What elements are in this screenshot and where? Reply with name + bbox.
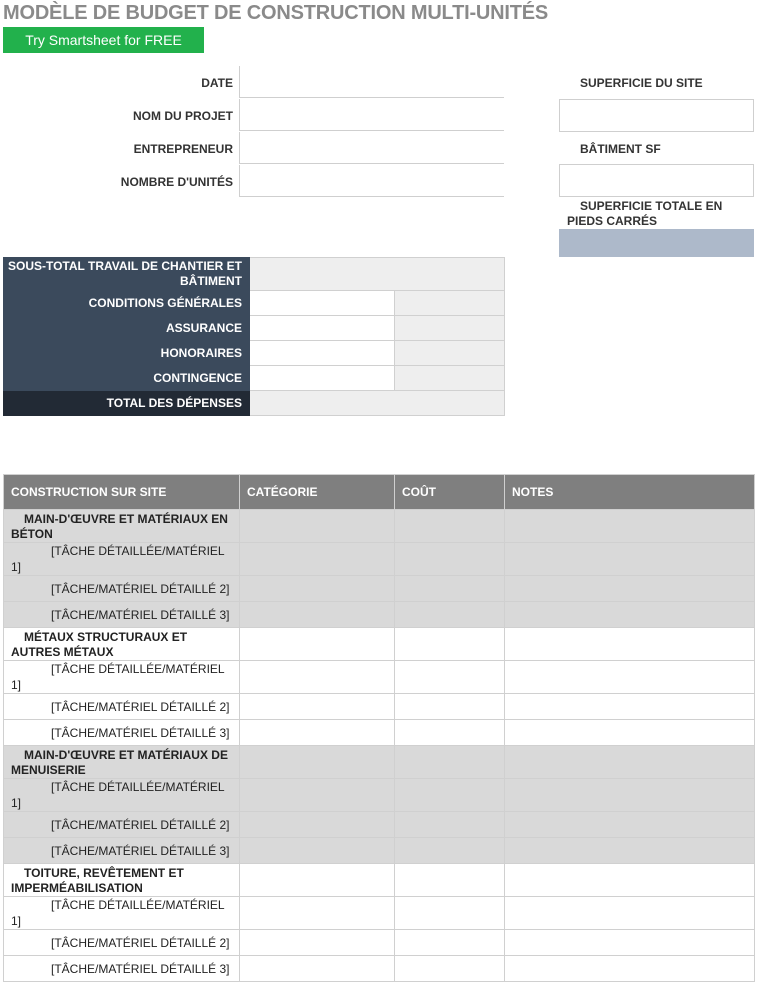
- table-row: [4, 956, 755, 982]
- category-cell[interactable]: [240, 510, 395, 543]
- cost-cell[interactable]: [395, 543, 505, 576]
- notes-cell[interactable]: [505, 930, 755, 956]
- total-expenses-value: [250, 391, 505, 416]
- cost-cell[interactable]: [395, 897, 505, 930]
- notes-cell[interactable]: [505, 720, 755, 746]
- insurance-label: ASSURANCE: [4, 316, 250, 341]
- table-row: [4, 510, 755, 543]
- cost-cell[interactable]: [395, 661, 505, 694]
- col-header-cost: COÛT: [395, 475, 505, 510]
- task-cell[interactable]: [TÂCHE/MATÉRIEL DÉTAILLÉ 3]: [4, 838, 240, 864]
- table-row: [4, 602, 755, 628]
- notes-cell[interactable]: [505, 897, 755, 930]
- cost-cell[interactable]: [395, 746, 505, 779]
- table-row: [4, 661, 755, 694]
- notes-cell[interactable]: [505, 838, 755, 864]
- category-cell[interactable]: [240, 694, 395, 720]
- table-row: [4, 897, 755, 930]
- table-row: [4, 864, 755, 897]
- notes-cell[interactable]: [505, 746, 755, 779]
- cost-cell[interactable]: [395, 720, 505, 746]
- contractor-field[interactable]: [239, 132, 504, 164]
- category-cell[interactable]: [240, 576, 395, 602]
- building-sf-label: BÂTIMENT SF: [580, 142, 661, 156]
- total-sqft-label: SUPERFICIE TOTALE EN PIEDS CARRÉS: [567, 199, 723, 228]
- contingency-amount: [395, 366, 505, 391]
- cost-cell[interactable]: [395, 838, 505, 864]
- project-name-label: NOM DU PROJET: [132, 109, 233, 123]
- category-cell[interactable]: [240, 543, 395, 576]
- budget-summary-table: [3, 257, 505, 416]
- cost-cell[interactable]: [395, 694, 505, 720]
- task-cell[interactable]: [TÂCHE/MATÉRIEL DÉTAILLÉ 2]: [4, 694, 240, 720]
- task-cell[interactable]: [TÂCHE/MATÉRIEL DÉTAILLÉ 2]: [4, 576, 240, 602]
- category-cell[interactable]: [240, 779, 395, 812]
- fees-input[interactable]: [250, 341, 395, 366]
- subtotal-label: SOUS-TOTAL TRAVAIL DE CHANTIER ET BÂTIMENT: [4, 258, 250, 291]
- notes-cell[interactable]: [505, 661, 755, 694]
- task-cell[interactable]: [TÂCHE/MATÉRIEL DÉTAILLÉ 3]: [4, 720, 240, 746]
- table-row: [4, 694, 755, 720]
- task-cell[interactable]: [TÂCHE/MATÉRIEL DÉTAILLÉ 3]: [4, 602, 240, 628]
- table-row: [4, 543, 755, 576]
- table-row: [4, 576, 755, 602]
- site-area-field[interactable]: [559, 99, 754, 132]
- total-expenses-label: TOTAL DES DÉPENSES: [4, 391, 250, 416]
- total-sqft-value: [559, 229, 754, 257]
- notes-cell[interactable]: [505, 864, 755, 897]
- summary-row-subtotal: [4, 258, 505, 291]
- fees-amount: [395, 341, 505, 366]
- insurance-amount: [395, 316, 505, 341]
- project-name-field[interactable]: [239, 99, 504, 131]
- table-row: [4, 812, 755, 838]
- section-title: TOITURE, REVÊTEMENT ET IMPERMÉABILISATION: [4, 864, 240, 897]
- category-cell[interactable]: [240, 956, 395, 982]
- date-field[interactable]: [239, 66, 504, 98]
- table-row: [4, 628, 755, 661]
- summary-row-contingency: [4, 366, 505, 391]
- category-cell[interactable]: [240, 746, 395, 779]
- notes-cell[interactable]: [505, 602, 755, 628]
- table-row: [4, 746, 755, 779]
- category-cell[interactable]: [240, 838, 395, 864]
- cost-cell[interactable]: [395, 930, 505, 956]
- task-cell[interactable]: [TÂCHE/MATÉRIEL DÉTAILLÉ 2]: [4, 812, 240, 838]
- task-cell[interactable]: [TÂCHE/MATÉRIEL DÉTAILLÉ 3]: [4, 956, 240, 982]
- notes-cell[interactable]: [505, 694, 755, 720]
- summary-row-fees: [4, 341, 505, 366]
- col-header-category: CATÉGORIE: [240, 475, 395, 510]
- notes-cell[interactable]: [505, 812, 755, 838]
- date-label: DATE: [201, 76, 233, 90]
- category-cell[interactable]: [240, 897, 395, 930]
- cost-cell[interactable]: [395, 812, 505, 838]
- category-cell[interactable]: [240, 602, 395, 628]
- category-cell[interactable]: [240, 720, 395, 746]
- task-cell[interactable]: [TÂCHE DÉTAILLÉE/MATÉRIEL 1]: [4, 897, 240, 930]
- general-conditions-amount: [395, 291, 505, 316]
- table-row: [4, 838, 755, 864]
- notes-cell[interactable]: [505, 628, 755, 661]
- col-header-construction: CONSTRUCTION SUR SITE: [4, 475, 240, 510]
- task-cell[interactable]: [TÂCHE/MATÉRIEL DÉTAILLÉ 2]: [4, 930, 240, 956]
- task-cell[interactable]: [TÂCHE DÉTAILLÉE/MATÉRIEL 1]: [4, 543, 240, 576]
- try-smartsheet-button[interactable]: Try Smartsheet for FREE: [3, 27, 204, 53]
- summary-row-insurance: [4, 316, 505, 341]
- section-title: MÉTAUX STRUCTURAUX ET AUTRES MÉTAUX: [4, 628, 240, 661]
- page-title: MODÈLE DE BUDGET DE CONSTRUCTION MULTI-UNITÉS: [3, 2, 549, 24]
- contractor-label: ENTREPRENEUR: [133, 142, 233, 156]
- notes-cell[interactable]: [505, 576, 755, 602]
- task-cell[interactable]: [TÂCHE DÉTAILLÉE/MATÉRIEL 1]: [4, 661, 240, 694]
- units-field[interactable]: [239, 165, 504, 197]
- construction-budget-table: [3, 474, 755, 982]
- contingency-input[interactable]: [250, 366, 395, 391]
- task-cell[interactable]: [TÂCHE DÉTAILLÉE/MATÉRIEL 1]: [4, 779, 240, 812]
- summary-row-total: [4, 391, 505, 416]
- cost-cell[interactable]: [395, 510, 505, 543]
- cost-cell[interactable]: [395, 864, 505, 897]
- general-conditions-label: CONDITIONS GÉNÉRALES: [4, 291, 250, 316]
- section-title: MAIN-D'ŒUVRE ET MATÉRIAUX DE MENUISERIE: [4, 746, 240, 779]
- cost-cell[interactable]: [395, 628, 505, 661]
- cost-cell[interactable]: [395, 779, 505, 812]
- summary-row-general-conditions: [4, 291, 505, 316]
- notes-cell[interactable]: [505, 543, 755, 576]
- category-cell[interactable]: [240, 930, 395, 956]
- fees-label: HONORAIRES: [4, 341, 250, 366]
- table-header-row: [4, 475, 755, 510]
- table-row: [4, 779, 755, 812]
- category-cell[interactable]: [240, 812, 395, 838]
- insurance-input[interactable]: [250, 316, 395, 341]
- contingency-label: CONTINGENCE: [4, 366, 250, 391]
- notes-cell[interactable]: [505, 510, 755, 543]
- general-conditions-input[interactable]: [250, 291, 395, 316]
- category-cell[interactable]: [240, 661, 395, 694]
- cost-cell[interactable]: [395, 956, 505, 982]
- cost-cell[interactable]: [395, 602, 505, 628]
- subtotal-value: [250, 258, 505, 291]
- category-cell[interactable]: [240, 864, 395, 897]
- units-label: NOMBRE D'UNITÉS: [120, 175, 233, 189]
- category-cell[interactable]: [240, 628, 395, 661]
- notes-cell[interactable]: [505, 779, 755, 812]
- table-row: [4, 930, 755, 956]
- section-title: MAIN-D'ŒUVRE ET MATÉRIAUX EN BÉTON: [4, 510, 240, 543]
- site-area-label: SUPERFICIE DU SITE: [580, 76, 703, 90]
- building-sf-field[interactable]: [559, 164, 754, 197]
- cost-cell[interactable]: [395, 576, 505, 602]
- col-header-notes: NOTES: [505, 475, 755, 510]
- notes-cell[interactable]: [505, 956, 755, 982]
- table-row: [4, 720, 755, 746]
